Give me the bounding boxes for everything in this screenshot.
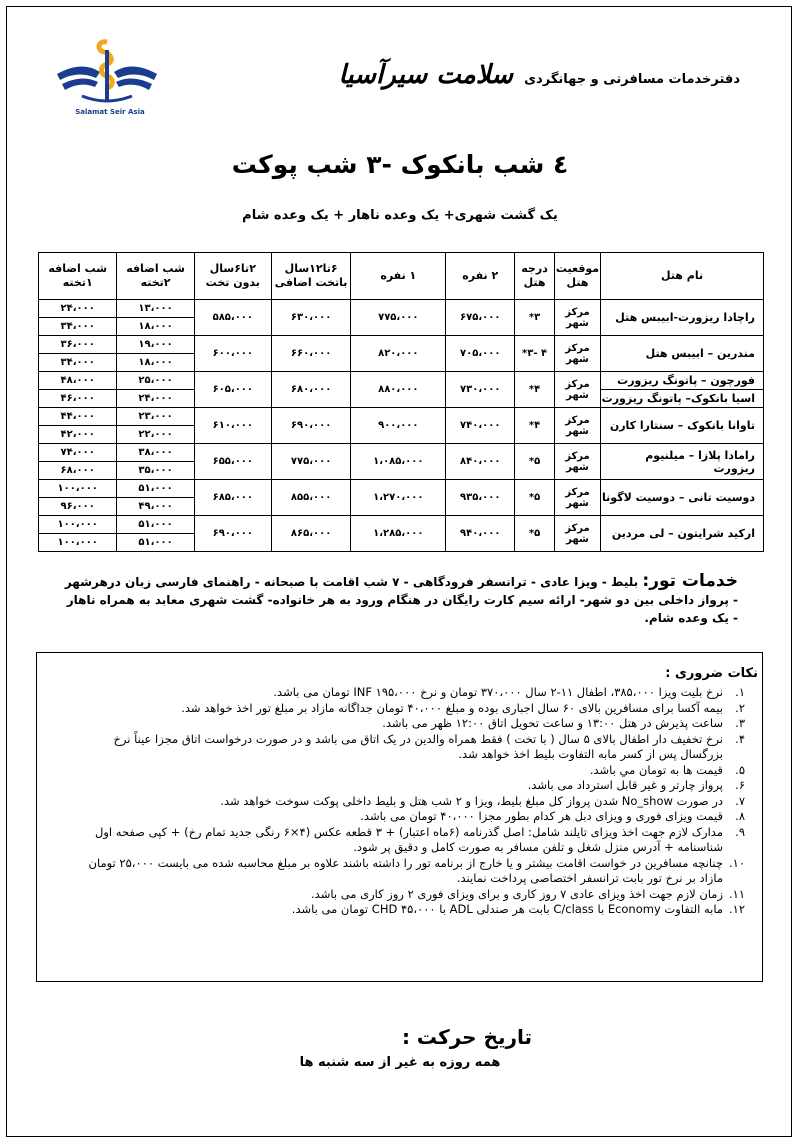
extra-single-phuket: ۳۴،۰۰۰ xyxy=(39,318,117,336)
extra-single-bangkok: ۱۰۰،۰۰۰ xyxy=(39,516,117,534)
note-number: ۴. xyxy=(735,731,745,746)
price-two: ۷۴۰،۰۰۰ xyxy=(446,408,515,444)
extra-single-phuket: ۹۶،۰۰۰ xyxy=(39,498,117,516)
note-text: مدارک لازم جهت اخذ ویزای تایلند شامل: اصل گذرنامه (۶ماه اعتبار) + ۳ قطعه عکس (۴×۶ رنگی جدید تمام رخ) + کپی صفحه اول شناسنامه + آدرس منزل شغل و تلفن مسافر به صورت کامل و دقیق پر شود. xyxy=(95,824,723,854)
note-item xyxy=(85,794,745,810)
hotel-grade: ۵* xyxy=(515,444,555,480)
note-text: چنانچه مسافرین در خواست اقامت بیشتر و یا خارج از برنامه تور را داشته باشند علاوه بر مبلغ محاسبه شده می بایست ۲۵،۰۰۰ تومان مازاد بر نرخ تور بابت ترانسفر اختصاصی پرداخت نمایند. xyxy=(88,855,723,885)
price-child-bed: ۸۵۵،۰۰۰ xyxy=(271,480,350,516)
note-number: ۲. xyxy=(735,700,745,715)
tour-title: ٤ شب بانکوک -٣ شب پوکت xyxy=(231,150,569,179)
price-child-bed: ۶۹۰،۰۰۰ xyxy=(271,408,350,444)
departure-text: همه روزه به غیر از سه شنبه ها xyxy=(299,1055,501,1070)
hotel-name: راچادا ریزورت-ابیبس هتل xyxy=(601,300,764,336)
note-item xyxy=(85,701,745,717)
hotel-name: دوسیت تانی – دوسیت لاگونا xyxy=(601,480,764,516)
price-two: ۹۳۵،۰۰۰ xyxy=(446,480,515,516)
price-two: ۸۴۰،۰۰۰ xyxy=(446,444,515,480)
hotel-location: مرکز شهر xyxy=(554,444,600,480)
price-two: ۹۴۰،۰۰۰ xyxy=(446,516,515,552)
hotel-location: مرکز شهر xyxy=(554,336,600,372)
extra-single-phuket: ۱۰۰،۰۰۰ xyxy=(39,534,117,552)
note-number: ۱. xyxy=(735,685,745,699)
col-header-child-bed: ۶تا۱۲سال باتخت اضافی xyxy=(271,253,350,300)
note-item xyxy=(85,732,745,763)
extra-double-bangkok: ۵۱،۰۰۰ xyxy=(117,480,194,498)
extra-single-phuket: ۴۲،۰۰۰ xyxy=(39,426,117,444)
hotel-grade: ۳* xyxy=(515,300,555,336)
hotel-name: تاوانا بانکوک – سنتارا کارن xyxy=(601,408,764,444)
extra-double-phuket: ۲۴،۰۰۰ xyxy=(117,390,194,408)
price-child-nobed: ۶۵۵،۰۰۰ xyxy=(194,444,271,480)
table-row xyxy=(39,444,764,462)
extra-double-bangkok: ۱۳،۰۰۰ xyxy=(117,300,194,318)
note-number: ۱۰. xyxy=(728,855,745,870)
col-header-one: ۱ نفره xyxy=(351,253,446,300)
price-one: ۱،۲۸۵،۰۰۰ xyxy=(351,516,446,552)
col-header-location: موقعیت هتل xyxy=(554,253,600,300)
extra-single-bangkok: ۳۶،۰۰۰ xyxy=(39,336,117,354)
hotel-name: رامادا پلازا – میلنیوم ریزورت xyxy=(601,444,764,480)
hotel-grade: ۴ -۳* xyxy=(515,336,555,372)
departure-title: تاریخ حرکت : xyxy=(401,1025,532,1049)
hotel-location: مرکز شهر xyxy=(554,372,600,408)
extra-double-phuket: ۱۸،۰۰۰ xyxy=(117,354,194,372)
hotel-location: مرکز شهر xyxy=(554,408,600,444)
note-number: ۹. xyxy=(735,824,745,839)
price-child-nobed: ۶۰۵،۰۰۰ xyxy=(194,372,271,408)
extra-double-phuket: ۴۹،۰۰۰ xyxy=(117,498,194,516)
price-one: ۸۸۰،۰۰۰ xyxy=(351,372,446,408)
note-text: در صورت No_show شدن پرواز کل مبلغ بلیط، ویزا و ۲ شب هتل و بلیط داخلی پوکت سوخت خواهد شد. xyxy=(220,793,723,808)
col-header-child-nobed: ۲تا۶سال بدون تخت xyxy=(194,253,271,300)
note-text: نرخ بلیت ویزا ۳۸۵،۰۰۰، اطفال ۱۱-۲ سال ۳۷۰،۰۰۰ تومان و نرخ INF ۱۹۵،۰۰۰ تومان می باشد. xyxy=(273,685,723,699)
note-item xyxy=(85,716,745,732)
tour-subtitle: یک گشت شهری+ یک وعده ناهار + یک وعده شام xyxy=(242,208,558,223)
price-one: ۸۲۰،۰۰۰ xyxy=(351,336,446,372)
note-number: ۱۱. xyxy=(728,886,745,901)
note-item xyxy=(85,902,745,918)
notes-title: نکات ضروری : xyxy=(665,666,758,681)
logo-caption: Salamat Seir Asia xyxy=(75,108,145,116)
note-item xyxy=(85,856,745,887)
price-one: ۱،۲۷۰،۰۰۰ xyxy=(351,480,446,516)
price-one: ۷۷۵،۰۰۰ xyxy=(351,300,446,336)
header xyxy=(338,60,740,90)
hotel-grade: ۴* xyxy=(515,372,555,408)
office-label: دفترخدمات مسافرتی و جهانگردی xyxy=(524,72,740,87)
price-table xyxy=(38,252,764,552)
extra-double-bangkok: ۲۳،۰۰۰ xyxy=(117,408,194,426)
note-number: ۵. xyxy=(735,762,745,777)
price-two: ۶۷۵،۰۰۰ xyxy=(446,300,515,336)
extra-double-phuket: ۱۸،۰۰۰ xyxy=(117,318,194,336)
extra-single-bangkok: ۷۴،۰۰۰ xyxy=(39,444,117,462)
note-text: زمان لازم جهت اخذ ویزای عادی ۷ روز کاری و برای ویزای فوری ۲ روز کاری می باشد. xyxy=(311,886,723,901)
note-text: ساعت پذیرش در هتل ۱۳:۰۰ و ساعت تحویل اتاق ۱۲:۰۰ ظهر می باشد. xyxy=(382,716,723,730)
hotel-name: ارکید شرایتون – لی مردین xyxy=(601,516,764,552)
extra-double-bangkok: ۵۱،۰۰۰ xyxy=(117,516,194,534)
note-text: بیمه آکسا برای مسافرین بالای ۶۰ سال اجباری بوده و مبلغ ۴۰،۰۰۰ تومان جداگانه مازاد بر مبلغ تور اخذ خواهد شد. xyxy=(181,700,723,715)
col-header-hotel: نام هتل xyxy=(601,253,764,300)
note-text: قیمت ویزای فوری و ویزای دبل هر کدام بطور مجزا ۴۰،۰۰۰ تومان می باشد. xyxy=(360,809,723,823)
table-row xyxy=(39,480,764,498)
hotel-name-alt: اسیا بانکوک– پاتونگ ریزورت xyxy=(601,390,764,408)
hotel-location: مرکز شهر xyxy=(554,300,600,336)
note-item xyxy=(85,685,745,701)
note-item xyxy=(85,763,745,779)
table-row xyxy=(39,408,764,426)
note-text: قیمت ها به تومان مي باشد. xyxy=(589,762,723,777)
note-text: مابه التفاوت Economy با C/class بابت هر صندلی ADL با CHD ۴۵،۰۰۰ تومان می باشد. xyxy=(291,902,723,916)
price-two: ۷۰۵،۰۰۰ xyxy=(446,336,515,372)
note-item xyxy=(85,825,745,856)
price-child-bed: ۶۸۰،۰۰۰ xyxy=(271,372,350,408)
col-header-grade: درجه هتل xyxy=(515,253,555,300)
note-item xyxy=(85,809,745,825)
note-text: نرخ تخفیف دار اطفال بالای ۵ سال ( با تخت ) فقط همراه والدین در یک اتاق می باشد و در صورت درخواست اتاق مجزا عیناً نرخ بزرگسال پس از کسر مابه التفاوت بلیط اخذ خواهد شد. xyxy=(113,731,723,761)
hotel-name: مندرین – ابیبس هتل xyxy=(601,336,764,372)
table-row xyxy=(39,372,764,390)
col-header-extra-double: شب اضافه ۲تخته xyxy=(117,253,194,300)
extra-single-bangkok: ۴۸،۰۰۰ xyxy=(39,372,117,390)
services-text: بلیط - ویزا عادی - ترانسفر فرودگاهی - ۷ شب اقامت با صبحانه - راهنمای فارسی زبان درهرشهر - پرواز داخلی بین دو شهر- ارائه سیم کارت رایگان در هنگام ورود به هر خانواده- گشت شهری معابد به همراه ناهار - یک وعده شام. xyxy=(64,575,738,625)
price-child-nobed: ۵۸۵،۰۰۰ xyxy=(194,300,271,336)
extra-double-bangkok: ۱۹،۰۰۰ xyxy=(117,336,194,354)
hotel-location: مرکز شهر xyxy=(554,516,600,552)
note-number: ۶. xyxy=(735,778,745,792)
col-header-two: ۲ نفره xyxy=(446,253,515,300)
hotel-name: فورچون – پاتونگ ریزورت xyxy=(601,372,764,390)
price-child-nobed: ۶۰۰،۰۰۰ xyxy=(194,336,271,372)
col-header-extra-single: شب اضافه ۱تخته xyxy=(39,253,117,300)
price-child-bed: ۸۶۵،۰۰۰ xyxy=(271,516,350,552)
table-header-row xyxy=(39,253,764,300)
price-child-nobed: ۶۸۵،۰۰۰ xyxy=(194,480,271,516)
price-one: ۹۰۰،۰۰۰ xyxy=(351,408,446,444)
services-label: خدمات تور: xyxy=(642,571,738,591)
price-one: ۱،۰۸۵،۰۰۰ xyxy=(351,444,446,480)
notes-list xyxy=(85,685,745,918)
note-number: ۸. xyxy=(735,809,745,823)
extra-double-phuket: ۵۱،۰۰۰ xyxy=(117,534,194,552)
price-child-nobed: ۶۱۰،۰۰۰ xyxy=(194,408,271,444)
extra-single-bangkok: ۲۴،۰۰۰ xyxy=(39,300,117,318)
note-text: پرواز چارتر و غیر قابل استرداد می باشد. xyxy=(527,778,723,792)
brand-name: سلامت سیرآسیا xyxy=(338,60,514,90)
extra-single-phuket: ۳۴،۰۰۰ xyxy=(39,354,117,372)
extra-single-bangkok: ۱۰۰،۰۰۰ xyxy=(39,480,117,498)
table-row xyxy=(39,300,764,318)
hotel-grade: ۵* xyxy=(515,480,555,516)
table-row xyxy=(39,336,764,354)
note-item xyxy=(85,778,745,794)
company-logo xyxy=(52,30,162,110)
note-number: ۱۲. xyxy=(728,902,745,916)
price-two: ۷۳۰،۰۰۰ xyxy=(446,372,515,408)
note-number: ۷. xyxy=(735,793,745,808)
extra-single-bangkok: ۴۴،۰۰۰ xyxy=(39,408,117,426)
extra-double-phuket: ۳۵،۰۰۰ xyxy=(117,462,194,480)
table-row xyxy=(39,516,764,534)
extra-double-bangkok: ۲۵،۰۰۰ xyxy=(117,372,194,390)
price-child-nobed: ۶۹۰،۰۰۰ xyxy=(194,516,271,552)
extra-single-phuket: ۶۸،۰۰۰ xyxy=(39,462,117,480)
hotel-grade: ۴* xyxy=(515,408,555,444)
price-child-bed: ۶۳۰،۰۰۰ xyxy=(271,300,350,336)
hotel-location: مرکز شهر xyxy=(554,480,600,516)
extra-double-phuket: ۲۲،۰۰۰ xyxy=(117,426,194,444)
note-number: ۳. xyxy=(735,716,745,730)
extra-single-phuket: ۴۶،۰۰۰ xyxy=(39,390,117,408)
price-child-bed: ۶۶۰،۰۰۰ xyxy=(271,336,350,372)
tour-services xyxy=(58,572,738,627)
extra-double-bangkok: ۳۸،۰۰۰ xyxy=(117,444,194,462)
price-child-bed: ۷۷۵،۰۰۰ xyxy=(271,444,350,480)
note-item xyxy=(85,887,745,903)
hotel-grade: ۵* xyxy=(515,516,555,552)
